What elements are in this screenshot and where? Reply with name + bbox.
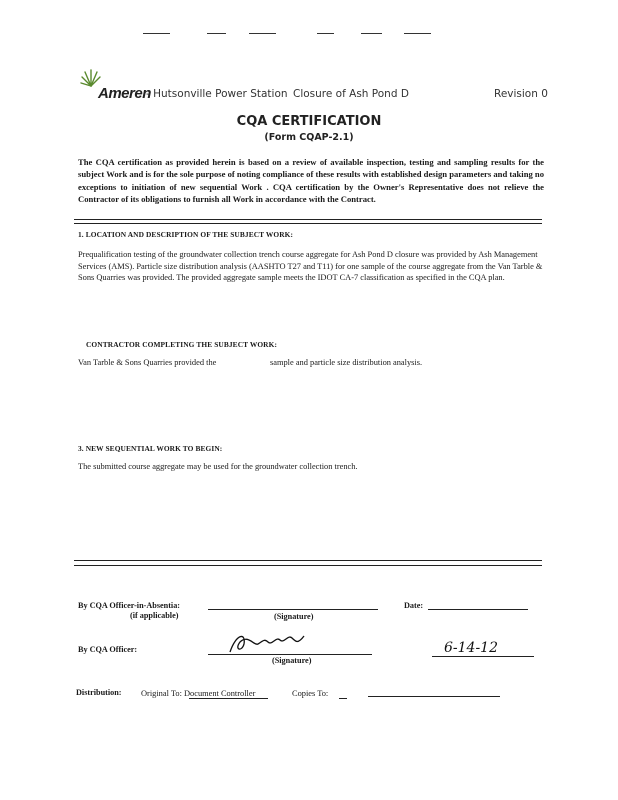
section-2-body-start: Van Tarble & Sons Quarries provided the [78, 358, 217, 367]
section-1-body: Prequalification testing of the groundwater collection trench course aggregate for Ash Pond D closure was provided by Ash Management Services (AMS). Particle size distribution analysis (AASHTO T27 and T11) for one sample of the course aggregate from the Van Tarble & Sons Quarries was provided. The provided aggregate sample meets the IDOT CA-7 classification as specified in the CQA plan. [78, 250, 543, 283]
signature-label-officer: (Signature) [272, 656, 312, 665]
revision-label: Revision 0 [494, 88, 548, 100]
copies-line [368, 696, 500, 697]
scan-mark [317, 33, 334, 34]
signature-label-absentia: (Signature) [274, 612, 314, 621]
date-line-officer [432, 656, 534, 657]
section-3-heading: 3. NEW SEQUENTIAL WORK TO BEGIN: [78, 444, 223, 453]
page-title: CQA CERTIFICATION [236, 114, 382, 129]
divider [74, 560, 542, 561]
scan-mark [207, 33, 226, 34]
cqa-officer-label: By CQA Officer: [78, 645, 138, 654]
divider [74, 223, 542, 224]
scan-mark [404, 33, 431, 34]
scan-mark [361, 33, 382, 34]
if-applicable-label: (if applicable) [130, 611, 179, 620]
section-2-heading: CONTRACTOR COMPLETING THE SUBJECT WORK: [86, 340, 278, 349]
handwritten-signature [226, 630, 306, 656]
date-line-absentia [428, 609, 528, 610]
original-to: Original To: Document Controller [141, 689, 256, 698]
date-label: Date: [404, 601, 424, 610]
section-2-body-end: sample and particle size distribution analysis. [270, 358, 423, 367]
station-name: - Hutsonville Power Station [146, 88, 288, 100]
signature-date-handwritten: 6-14-12 [444, 640, 498, 656]
signature-line-absentia [208, 609, 378, 610]
divider [74, 565, 542, 566]
project-name: Closure of Ash Pond D [293, 88, 409, 100]
scan-mark [143, 33, 170, 34]
section-1-heading: 1. LOCATION AND DESCRIPTION OF THE SUBJECT WORK: [78, 230, 294, 239]
officer-in-absentia-label: By CQA Officer-in-Absentia: [78, 601, 181, 610]
distribution-label: Distribution: [76, 688, 122, 697]
certification-statement: The CQA certification as provided herein is based on a review of available inspection, testing and sampling results for the subject Work and is for the sole purpose of noting compliance of these results with established design parameters and taking no exceptions to initiation of new sequential Work . CQA certification by the Owner's Representative does not relieve the Contractor of its obligations to furnish all Work in accordance with the Contract. [78, 157, 545, 205]
form-number: (Form CQAP-2.1) [264, 132, 354, 143]
copies-line [339, 698, 347, 699]
copies-to: Copies To: [292, 689, 329, 698]
signature-line-officer [208, 654, 372, 655]
document-controller-underline [189, 698, 268, 699]
brand-name: Ameren [98, 85, 151, 102]
divider [74, 219, 542, 220]
section-3-body: The submitted course aggregate may be used for the groundwater collection trench. [78, 462, 358, 471]
scan-mark [249, 33, 276, 34]
